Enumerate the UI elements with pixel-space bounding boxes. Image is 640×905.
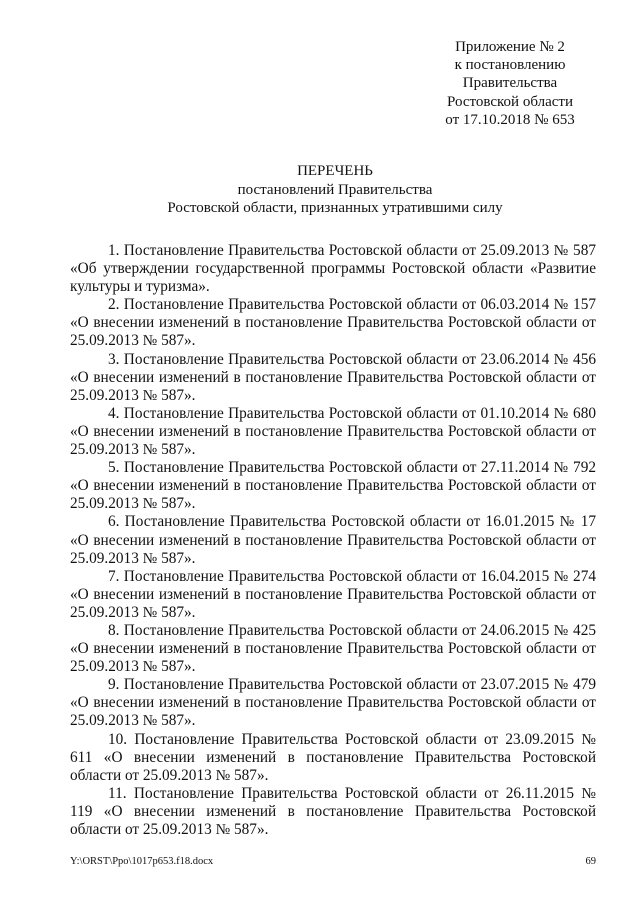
heading-subtitle-line: Ростовской области, признанных утратившими силу xyxy=(167,200,503,216)
list-item: 8. Постановление Правительства Ростовской области от 24.06.2015 № 425 «О внесении изменений в постановление Правительства Ростовской области от 25.09.2013 № 587». xyxy=(70,621,596,676)
list-item: 5. Постановление Правительства Ростовской области от 27.11.2014 № 792 «О внесении изменений в постановление Правительства Ростовской области от 25.09.2013 № 587». xyxy=(70,459,596,513)
document-heading xyxy=(70,162,600,218)
list-item: 6. Постановление Правительства Ростовской области от 16.01.2015 № 17 «О внесении изменений в постановление Правительства Ростовской области от 25.09.2013 № 587». xyxy=(70,513,596,567)
list-item: 10. Постановление Правительства Ростовской области от 23.09.2015 № 611 «О внесении изменений в постановление Правительства Ростовской области от 25.09.2013 № 587». xyxy=(70,730,596,784)
appendix-line: от 17.10.2018 № 653 xyxy=(445,111,575,128)
list-item: 2. Постановление Правительства Ростовской области от 06.03.2014 № 157 «О внесении изменений в постановление Правительства Ростовской области от 25.09.2013 № 587». xyxy=(70,296,596,350)
list-item: 11. Постановление Правительства Ростовской области от 26.11.2015 № 119 «О внесении изменений в постановление Правительства Ростовской области от 25.09.2013 № 587». xyxy=(70,784,596,838)
appendix-line: Приложение № 2 xyxy=(455,39,565,55)
appendix-line: к постановлению xyxy=(454,57,566,74)
appendix-block xyxy=(420,38,600,129)
list-item: 4. Постановление Правительства Ростовской области от 01.10.2014 № 680 «О внесении изменений в постановление Правительства Ростовской области от 25.09.2013 № 587». xyxy=(70,404,596,459)
list-item: 7. Постановление Правительства Ростовской области от 16.04.2015 № 274 «О внесении изменений в постановление Правительства Ростовской области от 25.09.2013 № 587». xyxy=(70,567,596,621)
footer-page-number: 69 xyxy=(585,856,596,867)
resolutions-list xyxy=(70,242,596,839)
heading-title: ПЕРЕЧЕНЬ xyxy=(297,163,373,179)
heading-subtitle-line: постановлений Правительства xyxy=(237,181,433,198)
appendix-line: Ростовской области xyxy=(447,93,573,110)
list-item: 1. Постановление Правительства Ростовской области от 25.09.2013 № 587 «Об утверждении государственной программы Ростовской области «Развитие культуры и туризма». xyxy=(70,242,596,296)
list-item: 9. Постановление Правительства Ростовской области от 23.07.2015 № 479 «О внесении изменений в постановление Правительства Ростовской области от 25.09.2013 № 587». xyxy=(70,676,596,730)
footer-file-path: Y:\ORST\Ppo\1017p653.f18.docx xyxy=(70,856,214,867)
list-item: 3. Постановление Правительства Ростовской области от 23.06.2014 № 456 «О внесении изменений в постановление Правительства Ростовской области от 25.09.2013 № 587». xyxy=(70,350,596,404)
appendix-line: Правительства xyxy=(462,75,558,92)
